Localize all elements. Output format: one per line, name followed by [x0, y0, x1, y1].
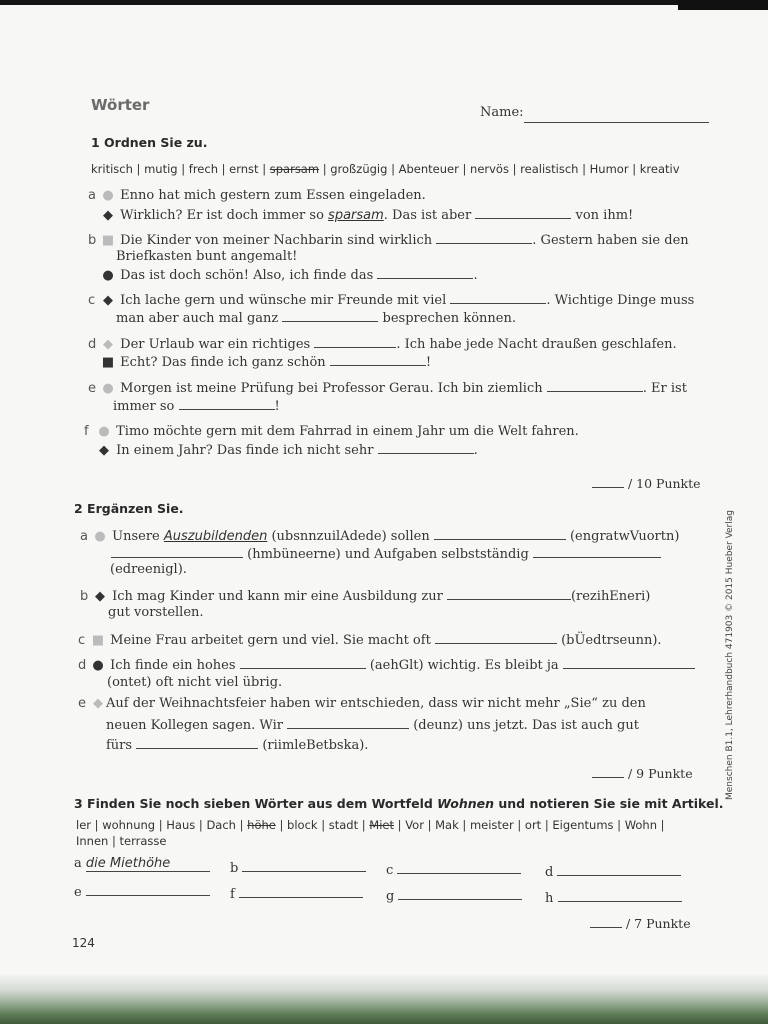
answer-blank[interactable] — [435, 632, 557, 644]
answer-blank[interactable] — [330, 354, 426, 366]
answer-blank[interactable] — [434, 528, 566, 540]
answer-blank[interactable] — [179, 398, 275, 410]
task2-item-a-line2: (hmbüneerne) und Aufgaben selbstständig — [111, 546, 661, 562]
task2-item-a-line3: (edreenigl). — [110, 562, 187, 577]
scan-edge-bottom — [0, 975, 768, 1024]
task2-item-b-line2: gut vorstellen. — [108, 605, 204, 620]
answer-blank[interactable] — [447, 588, 571, 600]
answer-blank[interactable] — [242, 860, 366, 872]
handwritten-answer: die Miethöhe — [86, 856, 210, 872]
points-blank[interactable] — [590, 916, 622, 928]
item-letter: d — [88, 337, 97, 352]
task2-item-b-line1: b ◆ Ich mag Kinder und kann mir eine Ausbildung zur (rezihEneri) — [80, 589, 651, 604]
speaker-dot-icon: ● — [102, 381, 114, 396]
task3-answer-c: c — [386, 862, 521, 878]
item-letter: b — [80, 589, 89, 604]
speaker-dot-icon: ● — [98, 424, 110, 439]
speaker-diamond-icon: ◆ — [99, 443, 109, 458]
task2-item-c-line1: c ■ Meine Frau arbeitet gern und viel. Sie macht oft (bÜedtrseunn). — [78, 633, 662, 648]
task2-item-d-line1: d ● Ich finde ein hohes (aehGlt) wichtig. Es bleibt ja — [78, 657, 695, 673]
name-label: Name: — [480, 105, 524, 120]
item-f-line1: f ● Timo möchte gern mit dem Fahrrad in einem Jahr um die Welt fahren. — [84, 424, 579, 439]
word: kritisch — [91, 162, 133, 176]
speaker-diamond-icon: ◆ — [103, 293, 113, 308]
item-b-line2: Briefkasten bunt angemalt! — [116, 249, 298, 264]
task3-heading: 3 Finden Sie noch sieben Wörter aus dem Wortfeld Wohnen und notieren Sie sie mit Artikel. — [74, 796, 724, 811]
item-letter: c — [88, 293, 96, 308]
word: großzügig — [330, 162, 388, 176]
answer-blank[interactable] — [563, 657, 695, 669]
task3-answer-b: b — [230, 860, 366, 876]
speaker-dot-icon: ● — [102, 268, 114, 283]
answer-blank[interactable] — [398, 888, 522, 900]
item-letter: a — [80, 529, 88, 544]
item-letter: f — [84, 424, 89, 439]
item-b-line1: b ■ Die Kinder von meiner Nachbarin sind wirklich . Gestern haben sie den — [88, 233, 689, 248]
answer-blank[interactable] — [314, 336, 396, 348]
item-d-line1: d ◆ Der Urlaub war ein richtiges . Ich habe jede Nacht draußen geschlafen. — [88, 337, 677, 352]
page-number: 124 — [72, 936, 95, 950]
points-blank[interactable] — [592, 476, 624, 488]
task2-heading: 2 Ergänzen Sie. — [74, 501, 184, 516]
answer-blank[interactable] — [86, 884, 210, 896]
speaker-dot-icon: ● — [102, 188, 114, 203]
copyright-note: Menschen B1.1, Lehrerhandbuch 471903 © 2015 Hueber Verlag — [725, 510, 735, 800]
task3-answer-f: f — [230, 886, 363, 902]
word: Abenteuer — [398, 162, 459, 176]
answer-blank[interactable] — [378, 442, 474, 454]
item-letter: e — [78, 696, 86, 711]
item-letter: c — [78, 633, 86, 648]
task2-item-e-line2: neuen Kollegen sagen. Wir (deunz) uns jetzt. Das ist auch gut — [106, 718, 639, 733]
word: nervös — [470, 162, 509, 176]
speaker-dot-icon: ● — [94, 529, 106, 544]
item-e-line2: immer so ! — [113, 399, 280, 414]
speaker-diamond-icon: ◆ — [103, 337, 113, 352]
item-d-line2: ■ Echt? Das finde ich ganz schön ! — [101, 355, 432, 370]
speaker-square-icon: ■ — [101, 355, 115, 370]
task1-points: / 10 Punkte — [592, 476, 701, 491]
item-letter: a — [88, 188, 96, 203]
task3-answer-h: h — [545, 890, 682, 906]
task3-answer-d: d — [545, 864, 681, 880]
word: realistisch — [520, 162, 579, 176]
speaker-dot-icon: ● — [92, 658, 104, 673]
item-c-line2: man aber auch mal ganz besprechen können. — [116, 311, 516, 326]
points-blank[interactable] — [592, 766, 624, 778]
word: frech — [188, 162, 218, 176]
speaker-square-icon: ■ — [101, 233, 115, 248]
speaker-diamond-icon: ◆ — [95, 589, 105, 604]
item-letter: e — [88, 381, 96, 396]
syllable-used: höhe — [247, 818, 276, 832]
word: kreativ — [639, 162, 680, 176]
task3-answer-a: a die Miethöhe — [74, 856, 210, 872]
answer-blank[interactable] — [111, 546, 243, 558]
answer-blank[interactable] — [450, 292, 546, 304]
answer-blank[interactable] — [436, 232, 532, 244]
answer-blank[interactable] — [240, 657, 366, 669]
item-e-line1: e ● Morgen ist meine Prüfung bei Professor Gerau. Ich bin ziemlich . Er ist — [88, 381, 687, 396]
name-field[interactable] — [524, 122, 709, 123]
item-f-line2: ◆ In einem Jahr? Das finde ich nicht sehr . — [96, 442, 478, 458]
task1-heading: 1 Ordnen Sie zu. — [91, 135, 208, 150]
answer-blank[interactable] — [397, 862, 521, 874]
task3-syllables-line2: Innen | terrasse — [76, 834, 167, 848]
speaker-diamond-icon: ◆ — [93, 696, 103, 711]
task2-points: / 9 Punkte — [592, 766, 693, 781]
answer-blank[interactable] — [282, 310, 378, 322]
speaker-diamond-icon: ◆ — [103, 208, 113, 223]
answer-blank[interactable] — [558, 890, 682, 902]
word: Humor — [589, 162, 629, 176]
task3-answer-g: g — [386, 888, 522, 904]
handwritten-answer: Auszubildenden — [163, 529, 268, 544]
item-letter: d — [78, 658, 87, 673]
task2-item-a-line1: a ● Unsere Auszubildenden (ubsnnzuilAdede) sollen (engratwVuortn) — [80, 529, 680, 544]
answer-blank[interactable] — [239, 886, 363, 898]
item-letter: b — [88, 233, 97, 248]
item-a-line2: ◆ Wirklich? Er ist doch immer so sparsam. Das ist aber von ihm! — [100, 207, 633, 223]
task3-syllables-line1: ler | wohnung | Haus | Dach | höhe | block | stadt | Miet | Vor | Mak | meister | ort | Eigentums | Wohn | — [76, 818, 665, 832]
speaker-square-icon: ■ — [91, 633, 105, 648]
answer-blank[interactable] — [377, 267, 473, 279]
answer-blank[interactable] — [287, 717, 409, 729]
answer-blank[interactable] — [557, 864, 681, 876]
word-used: sparsam — [269, 162, 320, 176]
answer-blank[interactable] — [136, 737, 258, 749]
word: ernst — [229, 162, 259, 176]
answer-blank[interactable] — [547, 380, 643, 392]
answer-blank[interactable] — [475, 207, 571, 219]
answer-blank[interactable] — [533, 546, 661, 558]
task2-item-d-line2: (ontet) oft nicht viel übrig. — [107, 675, 283, 690]
task1-word-bank: kritisch | mutig | frech | ernst | sparsam | großzügig | Abenteuer | nervös | realistisch | Humor | kreativ — [91, 162, 680, 176]
item-c-line1: c ◆ Ich lache gern und wünsche mir Freunde mit viel . Wichtige Dinge muss — [88, 293, 695, 308]
task3-points: / 7 Punkte — [590, 916, 691, 931]
syllable-used: Miet — [369, 818, 394, 832]
word: mutig — [144, 162, 178, 176]
item-a-line1: a ● Enno hat mich gestern zum Essen eingeladen. — [88, 188, 426, 203]
task3-answer-e: e — [74, 884, 210, 900]
item-b-line3: ● Das ist doch schön! Also, ich finde das . — [100, 267, 478, 283]
task2-item-e-line1: e ◆ Auf der Weihnachtsfeier haben wir entschieden, dass wir nicht mehr „Sie“ zu den — [78, 696, 646, 711]
task2-item-e-line3: fürs (riimleBetbska). — [106, 738, 369, 753]
worksheet-title: Wörter — [91, 96, 150, 114]
handwritten-answer: sparsam — [328, 208, 384, 223]
